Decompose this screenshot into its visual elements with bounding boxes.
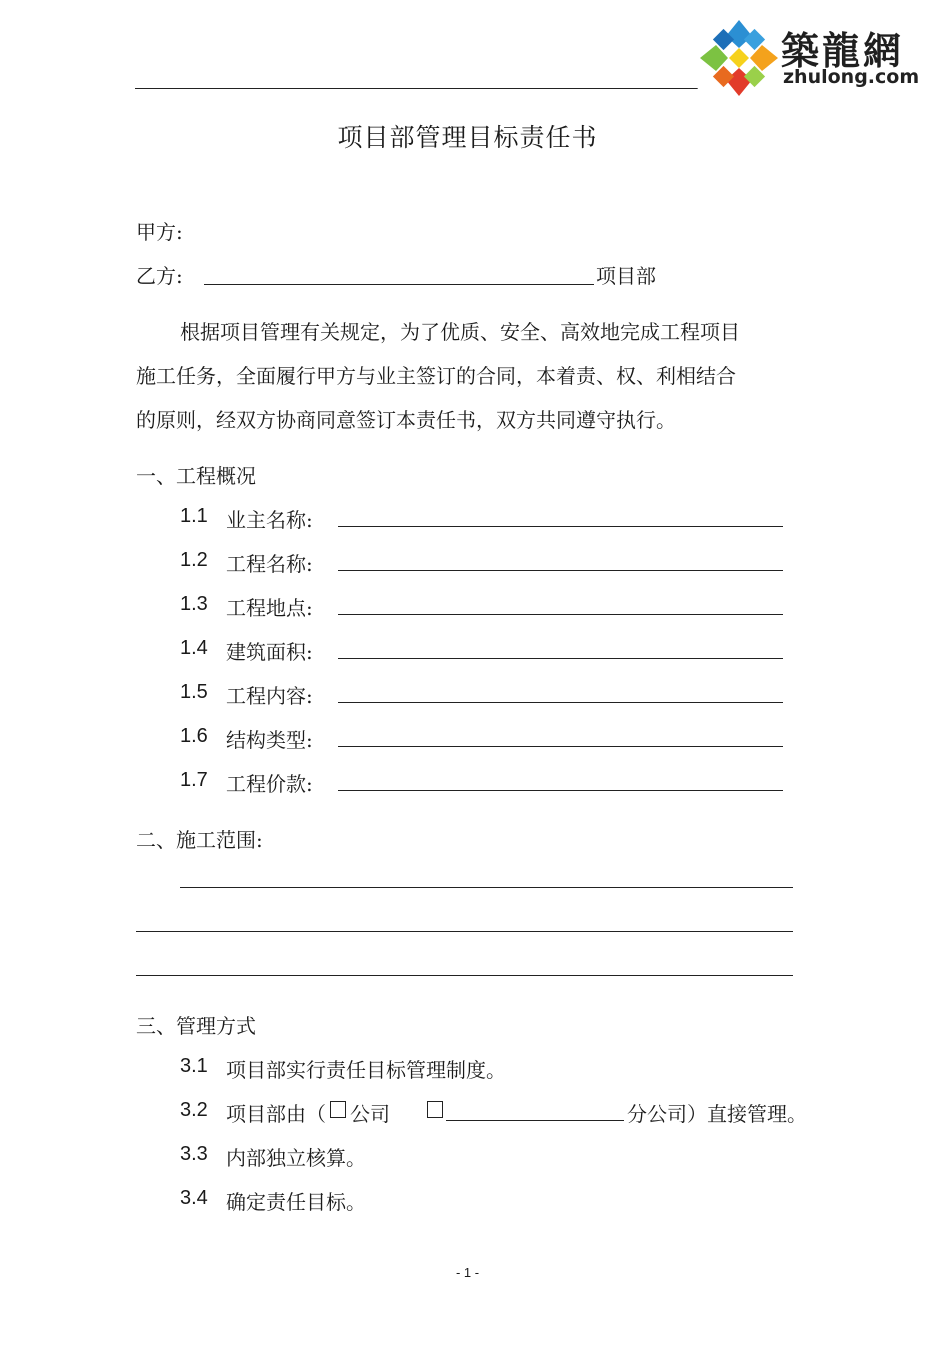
branch-company-blank-line[interactable] (446, 1120, 624, 1121)
item-1-2-number: 1.2 (180, 549, 208, 571)
item-1-6-label: 结构类型: (226, 728, 313, 752)
item-1-3-number: 1.3 (180, 593, 208, 615)
branch-company-checkbox[interactable] (427, 1101, 443, 1121)
item-1-3-label: 工程地点: (226, 596, 313, 620)
item-3-1-text: 项目部实行责任目标管理制度。 (226, 1058, 506, 1082)
party-b-blank-line[interactable] (204, 284, 594, 285)
item-1-4-number: 1.4 (180, 637, 208, 659)
company-checkbox[interactable] (330, 1101, 346, 1121)
item-3-3-number: 3.3 (180, 1143, 208, 1165)
company-option-label: 公司 (350, 1102, 390, 1126)
item-1-7-blank-line[interactable] (338, 790, 783, 791)
item-3-4-text: 确定责任目标。 (226, 1190, 366, 1214)
party-a-label: 甲方: (136, 220, 183, 244)
item-1-4-label: 建筑面积: (226, 640, 313, 664)
item-3-3-text: 内部独立核算。 (226, 1146, 366, 1170)
section-3-heading: 三、管理方式 (136, 1014, 256, 1038)
item-1-4-blank-line[interactable] (338, 658, 783, 659)
document-title: 项目部管理目标责任书 (337, 123, 598, 152)
item-1-5-blank-line[interactable] (338, 702, 783, 703)
intro-line-3: 的原则，经双方协商同意签订本责任书，双方共同遵守执行。 (136, 408, 676, 432)
page-number: - 1 - (455, 1265, 480, 1280)
logo-mark-icon (698, 18, 780, 98)
item-1-1-label: 业主名称: (226, 508, 313, 532)
item-3-1-number: 3.1 (180, 1055, 208, 1077)
item-3-2-suffix: 分公司）直接管理。 (627, 1102, 807, 1126)
section-2-heading: 二、施工范围: (136, 828, 263, 852)
scope-blank-line-2[interactable] (136, 931, 793, 932)
item-1-2-blank-line[interactable] (338, 570, 783, 571)
logo-domain-text: zhulong.com (783, 66, 920, 88)
item-1-1-blank-line[interactable] (338, 526, 783, 527)
item-1-7-number: 1.7 (180, 769, 208, 791)
section-1-heading: 一、工程概况 (136, 464, 256, 488)
intro-line-1: 根据项目管理有关规定，为了优质、安全、高效地完成工程项目 (180, 320, 740, 344)
item-1-7-label: 工程价款: (226, 772, 313, 796)
logo-chinese-text: 築龍網 (781, 28, 905, 73)
item-1-6-blank-line[interactable] (338, 746, 783, 747)
item-1-5-label: 工程内容: (226, 684, 313, 708)
item-3-4-number: 3.4 (180, 1187, 208, 1209)
zhulong-logo (698, 18, 920, 98)
item-1-5-number: 1.5 (180, 681, 208, 703)
party-b-label: 乙方: (136, 264, 183, 288)
item-3-2-number: 3.2 (180, 1099, 208, 1121)
party-b-suffix: 项目部 (596, 264, 656, 288)
header-rule (135, 88, 695, 89)
intro-line-2: 施工任务，全面履行甲方与业主签订的合同，本着责、权、利相结合 (136, 364, 736, 388)
item-1-6-number: 1.6 (180, 725, 208, 747)
item-1-3-blank-line[interactable] (338, 614, 783, 615)
item-1-2-label: 工程名称: (226, 552, 313, 576)
scope-blank-line-3[interactable] (136, 975, 793, 976)
item-1-1-number: 1.1 (180, 505, 208, 527)
item-3-2-prefix: 项目部由（ (226, 1102, 326, 1126)
scope-blank-line-1[interactable] (180, 887, 793, 888)
